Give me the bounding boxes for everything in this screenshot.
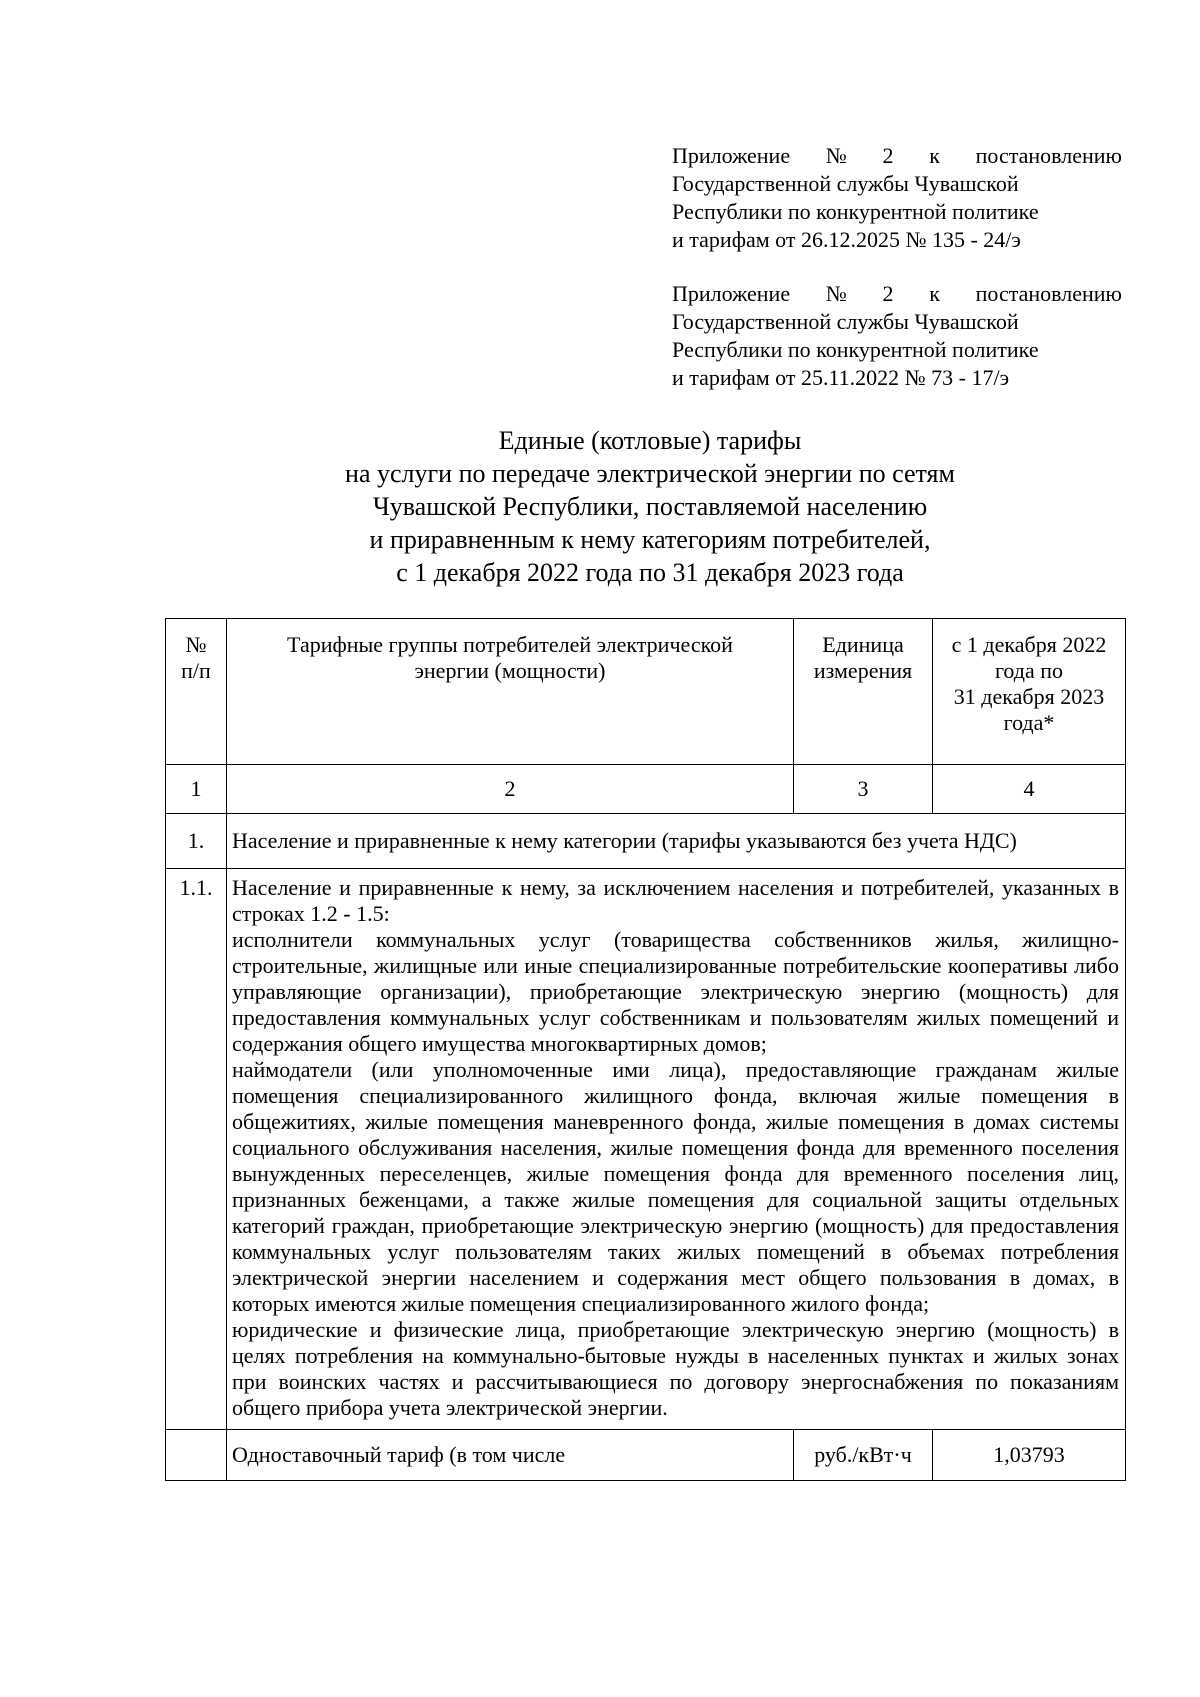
table-row-1-1 xyxy=(166,869,1126,1430)
column-number: 2 xyxy=(227,765,794,814)
tariff-unit: руб./кВт·ч xyxy=(794,1430,933,1481)
row-description xyxy=(227,869,1126,1430)
title-line: с 1 декабря 2022 года по 31 декабря 2023 года xyxy=(396,558,904,587)
paragraph: исполнители коммунальных услуг (товарищества собственников жилья, жилищно-строительные, жилищные или иные специализированные потребительские кооперативы либо управляющие организации), приобретающие электрическую энергию (мощность) для предоставления коммунальных услуг собственникам и пользователям жилых помещений и содержания общего имущества многоквартирных домов; xyxy=(232,927,1119,1056)
section-row xyxy=(166,814,1126,869)
title-line: Чувашской Республики, поставляемой населению xyxy=(372,492,928,521)
annex-original-line1: Приложение № 2 к постановлению xyxy=(672,281,1122,306)
tariff-row xyxy=(166,1430,1126,1481)
row-index: 1.1. xyxy=(166,869,227,1430)
table-header-row xyxy=(166,619,1126,765)
header-unit: Единица измерения xyxy=(794,619,933,765)
header-period: с 1 декабря 2022 года по 31 декабря 2023 года* xyxy=(933,619,1126,765)
title-line: и приравненным к нему категориям потребителей, xyxy=(369,525,931,554)
column-number: 1 xyxy=(166,765,227,814)
header-number: № п/п xyxy=(166,619,227,765)
annex-original-line4: и тарифам от 25.11.2022 № 73 - 17/э xyxy=(672,365,1010,390)
column-number: 4 xyxy=(933,765,1126,814)
annex-current xyxy=(672,142,1122,254)
column-number-row xyxy=(166,765,1126,814)
title-line: на услуги по передаче электрической энергии по сетям xyxy=(345,459,955,488)
tariff-name: Одноставочный тариф (в том числе xyxy=(227,1430,794,1481)
column-number: 3 xyxy=(794,765,933,814)
paragraph: Население и приравненные к нему, за исключением населения и потребителей, указанных в строках 1.2 - 1.5: xyxy=(232,875,1119,926)
annex-original-line3: Республики по конкурентной политике xyxy=(672,337,1039,362)
title-line: Единые (котловые) тарифы xyxy=(498,426,802,455)
annex-current-line3: Республики по конкурентной политике xyxy=(672,199,1039,224)
annex-current-line4: и тарифам от 26.12.2025 № 135 - 24/э xyxy=(672,227,1021,252)
paragraph: наймодатели (или уполномоченные ими лица), предоставляющие гражданам жилые помещения специализированного жилищного фонда, включая жилые помещения в общежитиях, жилые помещения маневренного фонда, жилые помещения в домах системы социального обслуживания населения, жилые помещения фонда для временного поселения вынужденных переселенцев, жилые помещения фонда для временного поселения лиц, признанных беженцами, а также жилые помещения для социальной защиты отдельных категорий граждан, приобретающие электрическую энергию (мощность) для предоставления коммунальных услуг пользователям таких жилых помещений в объемах потребления электрической энергии населением и содержания мест общего пользования в домах, в которых имеются жилые помещения специализированного жилого фонда; xyxy=(232,1057,1119,1316)
header-tariff-groups: Тарифные группы потребителей электрической энергии (мощности) xyxy=(227,619,794,765)
annex-current-line1: Приложение № 2 к постановлению xyxy=(672,143,1122,168)
annex-original xyxy=(672,280,1122,392)
tariff-index-cell xyxy=(166,1430,227,1481)
section-text: Население и приравненные к нему категории (тарифы указываются без учета НДС) xyxy=(227,814,1126,869)
annex-original-line2: Государственной службы Чувашской xyxy=(672,309,1019,334)
tariff-value: 1,03793 xyxy=(933,1430,1126,1481)
section-index: 1. xyxy=(166,814,227,869)
document-title xyxy=(150,424,1150,589)
tariff-table xyxy=(165,618,1126,1481)
annex-current-line2: Государственной службы Чувашской xyxy=(672,171,1019,196)
paragraph: юридические и физические лица, приобретающие электрическую энергию (мощность) в целях потребления на коммунально-бытовые нужды в населенных пунктах и жилых зонах при воинских частях и рассчитывающиеся по договору энергоснабжения по показаниям общего прибора учета электрической энергии. xyxy=(232,1317,1119,1420)
